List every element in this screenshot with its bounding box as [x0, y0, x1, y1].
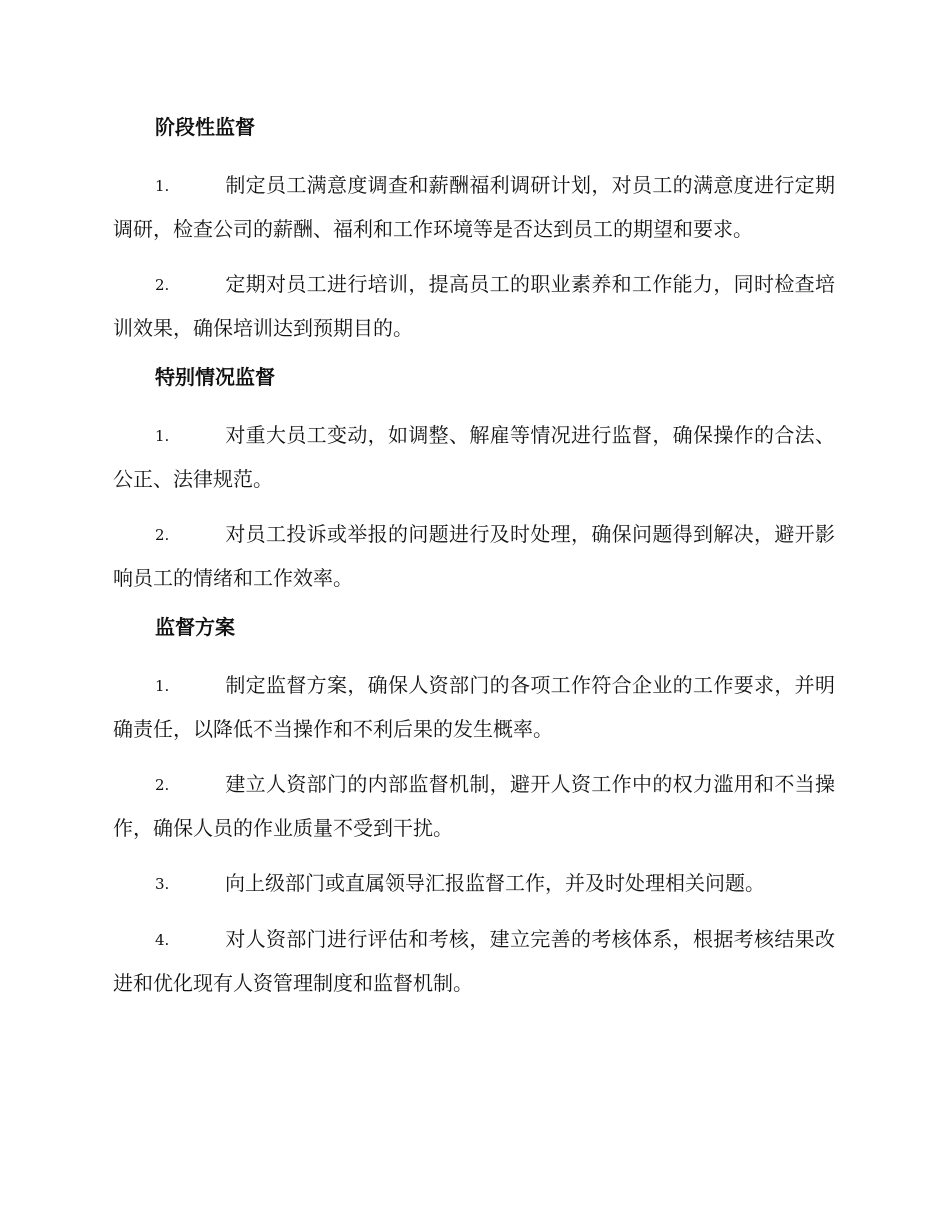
- item-text: 对员工投诉或举报的问题进行及时处理，确保问题得到解决，避开影响员工的情绪和工作效率。: [113, 522, 835, 590]
- item-number: 3.: [155, 875, 170, 893]
- item-number: 2.: [155, 276, 170, 294]
- item-text: 建立人资部门的内部监督机制，避开人资工作中的权力滥用和不当操作，确保人员的作业质量不受到干扰。: [113, 772, 835, 840]
- section-supervision-plan: [113, 612, 835, 1005]
- section-heading: 监督方案: [155, 615, 235, 639]
- list-item: [113, 263, 835, 350]
- section-heading: 特别情况监督: [155, 365, 275, 389]
- item-text: 制定员工满意度调查和薪酬福利调研计划，对员工的满意度进行定期调研，检查公司的薪酬、福利和工作环境等是否达到员工的期望和要求。: [113, 173, 835, 241]
- item-text: 对人资部门进行评估和考核，建立完善的考核体系，根据考核结果改进和优化现有人资管理制度和监督机制。: [113, 927, 835, 995]
- item-number: 2.: [155, 526, 170, 544]
- item-text: 向上级部门或直属领导汇报监督工作，并及时处理相关问题。: [225, 871, 765, 895]
- item-text: 对重大员工变动，如调整、解雇等情况进行监督，确保操作的合法、公正、法律规范。: [113, 423, 835, 491]
- item-text: 制定监督方案，确保人资部门的各项工作符合企业的工作要求，并明确责任，以降低不当操作和不利后果的发生概率。: [113, 673, 835, 741]
- section-heading: 阶段性监督: [155, 115, 255, 139]
- list-item: [113, 414, 835, 501]
- list-item: [113, 664, 835, 751]
- list-item: [113, 763, 835, 850]
- list-item: [113, 918, 835, 1005]
- item-text: 定期对员工进行培训，提高员工的职业素养和工作能力，同时检查培训效果，确保培训达到预期目的。: [113, 272, 835, 340]
- item-number: 2.: [155, 776, 170, 794]
- item-number: 1.: [155, 177, 170, 195]
- list-item: [113, 862, 835, 906]
- section-phase-supervision: [113, 112, 835, 350]
- section-special-supervision: [113, 362, 835, 600]
- item-number: 4.: [155, 931, 170, 949]
- item-number: 1.: [155, 427, 170, 445]
- list-item: [113, 513, 835, 600]
- list-item: [113, 164, 835, 251]
- item-number: 1.: [155, 677, 170, 695]
